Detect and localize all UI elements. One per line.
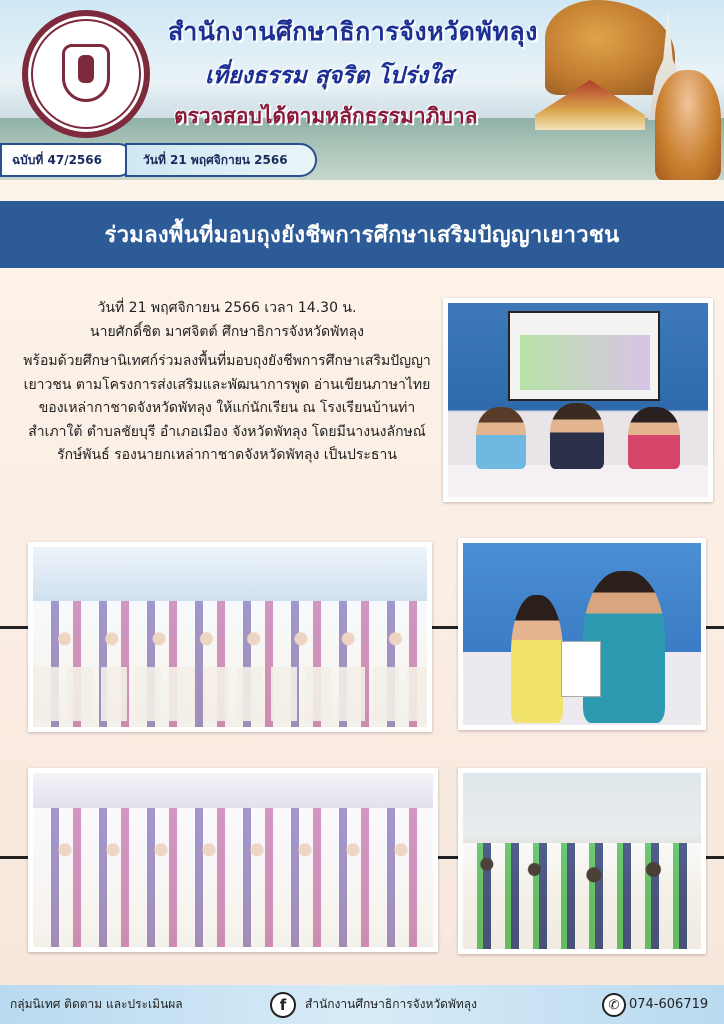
photo-group-students — [28, 542, 432, 732]
staff-crowd — [33, 808, 433, 947]
person-figure — [550, 403, 604, 469]
ministry-seal-logo — [22, 10, 150, 138]
office-title: สำนักงานศึกษาธิการจังหวัดพัทลุง — [168, 17, 538, 46]
issue-date: วันที่ 21 พฤศจิกายน 2566 — [125, 143, 317, 177]
photo-handover — [458, 538, 706, 730]
handover-image — [463, 543, 701, 725]
article-title-bar — [0, 201, 724, 268]
facebook-icon[interactable]: f — [270, 992, 296, 1018]
footer-department: กลุ่มนิเทศ ติดตาม และประเมินผล — [10, 997, 183, 1011]
person-figure — [476, 407, 526, 469]
photo-hall — [458, 768, 706, 954]
person-figure — [511, 595, 563, 723]
article-body — [22, 297, 432, 474]
header-banner — [0, 0, 724, 180]
phone-icon: ✆ — [602, 993, 626, 1017]
office-subtitle: ตรวจสอบได้ตามหลักธรรมาภิบาล — [174, 104, 478, 128]
article-paragraph: พร้อมด้วยศึกษานิเทศก์ร่วมลงพื้นที่มอบถุงยังชีพการศึกษาเสริมปัญญาเยาวชน ตามโครงการส่งเสริมและพัฒนาการพูด อ่านเขียนภาษาไทย ของเหล่ากาชาดจังหวัดพัทลุง ให้แก่นักเรียน ณ โรงเรียนบ้านท่าสำเภาใต้ ตำบลชัยบุรี อำเภอเมือง จังหวัดพัทลุง โดยมีนางนงลักษณ์ รักษ์พันธ์ รองนายกเหล่ากาชาดจังหวัดพัทลุง เป็นประธาน — [23, 353, 431, 463]
group-staff-image — [33, 773, 433, 947]
connector-line — [0, 626, 30, 629]
article-datetime: วันที่ 21 พฤศจิกายน 2566 เวลา 14.30 น. — [97, 300, 357, 316]
article-person: นายศักดิ์ชิต มาศจิตต์ ศึกษาธิการจังหวัดพัทลุง — [90, 323, 364, 340]
seated-students — [463, 843, 701, 949]
photo-group-staff — [28, 768, 438, 952]
facebook-page-name[interactable]: สำนักงานศึกษาธิการจังหวัดพัทลุง — [305, 997, 478, 1011]
seal-emblem-icon — [62, 44, 110, 102]
person-figure — [628, 407, 680, 469]
banner-dancer-image — [655, 70, 721, 180]
connector-line — [706, 856, 724, 859]
certificate-paper — [561, 641, 601, 697]
connector-line — [437, 856, 458, 859]
projector-screen — [508, 311, 660, 401]
gift-bags — [33, 667, 427, 721]
meeting-desk — [448, 465, 708, 497]
photo-meeting — [443, 298, 713, 502]
connector-line — [0, 856, 30, 859]
office-slogan: เที่ยงธรรม สุจริต โปร่งใส — [205, 63, 454, 89]
hall-image — [463, 773, 701, 949]
article-title: ร่วมลงพื้นที่มอบถุงยังชีพการศึกษาเสริมปัญญาเยาวชน — [104, 223, 620, 248]
footer-bar — [0, 985, 724, 1024]
group-students-image — [33, 547, 427, 727]
issue-number: ฉบับที่ 47/2566 — [0, 143, 135, 177]
phone-number[interactable]: 074-606719 — [629, 997, 709, 1012]
connector-line — [432, 626, 458, 629]
meeting-image — [448, 303, 708, 497]
